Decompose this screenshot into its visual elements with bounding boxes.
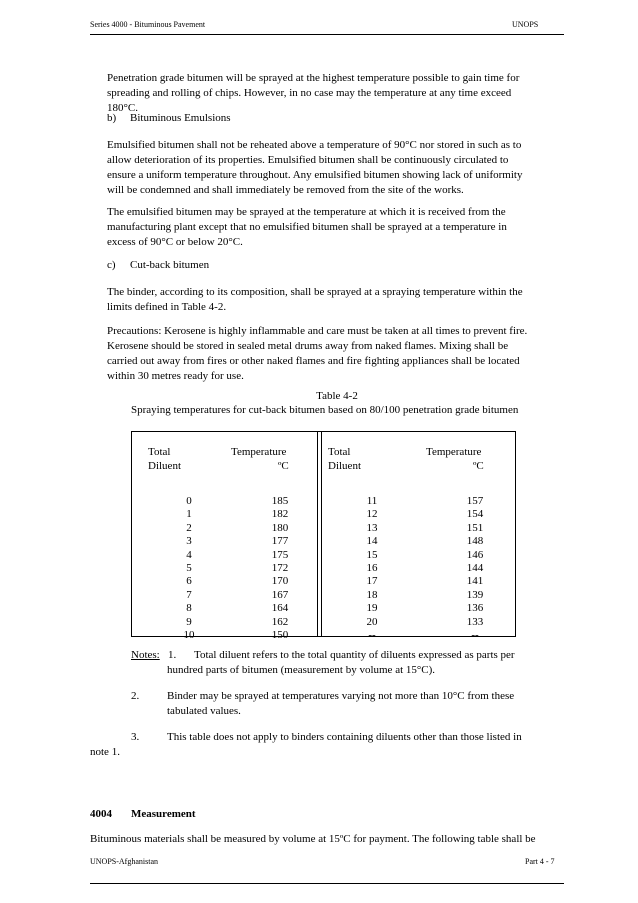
table-divider xyxy=(321,432,322,636)
text-line: allow deterioration of its properties. Emulsified bitumen shall be continuously circulated to xyxy=(107,154,509,166)
subheading-b-label: b) xyxy=(107,112,117,124)
text-line: carried out away from fires or other naked flames and fire fighting appliances shall be located xyxy=(107,355,520,367)
temperature-cell: 133 xyxy=(466,615,484,628)
diluent-cell: 10 xyxy=(183,629,195,642)
note-1-number: 1. xyxy=(168,649,177,661)
diluent-cell: 4 xyxy=(186,548,192,561)
section-number: 4004 xyxy=(90,808,112,820)
temperature-cell: 172 xyxy=(271,562,289,575)
temperature-cell: 164 xyxy=(271,602,289,615)
spraying-temperature-table xyxy=(131,431,516,642)
table-number: Table 4-2 xyxy=(316,390,358,402)
temperature-cell: 144 xyxy=(466,562,484,575)
diluent-cell: 14 xyxy=(366,535,378,548)
diluent-cell: 20 xyxy=(366,615,378,628)
text-line: The binder, according to its composition, shall be sprayed at a spraying temperature within the xyxy=(107,286,523,298)
temperature-cell: -- xyxy=(471,629,479,642)
diluent-column-a xyxy=(174,495,204,642)
header-unit-2: ºC xyxy=(473,460,484,472)
note-3-line-1: This table does not apply to binders containing diluents other than those listed in xyxy=(167,731,522,743)
temperature-cell: 167 xyxy=(271,588,289,601)
diluent-cell: 1 xyxy=(186,508,192,521)
temperature-cell: 175 xyxy=(271,548,289,561)
diluent-cell: 11 xyxy=(366,495,378,507)
text-line: 180°C. xyxy=(107,102,138,114)
note-2-line-2: tabulated values. xyxy=(167,705,241,717)
subheading-c-title: Cut-back bitumen xyxy=(130,259,210,271)
diluent-cell: 18 xyxy=(366,588,378,601)
text-line: limits defined in Table 4-2. xyxy=(107,301,227,313)
subheading-b-title: Bituminous Emulsions xyxy=(130,112,231,124)
diluent-cell: -- xyxy=(368,629,376,642)
temperature-cell: 136 xyxy=(466,602,484,615)
header-total-2: Total xyxy=(328,446,351,458)
note-2-number: 2. xyxy=(131,690,140,702)
text-line: The emulsified bitumen may be sprayed at the temperature at which it is received from the xyxy=(107,206,506,218)
header-title: Series 4000 - Bituminous Pavement xyxy=(90,20,206,29)
text-line: Precautions: Kerosene is highly inflammable and care must be taken at all times to prevent fire. xyxy=(107,325,528,337)
footer-rule xyxy=(90,883,564,884)
note-1-line-1: Total diluent refers to the total quantity of diluents expressed as parts per xyxy=(194,649,515,661)
notes-label: Notes: xyxy=(131,649,160,661)
text-line: Kerosene should be stored in sealed metal drums away from naked flames. Mixing shall be xyxy=(107,340,509,352)
paragraph-emulsion-spray xyxy=(107,205,562,250)
paragraph-emulsions xyxy=(107,138,562,198)
note-2-line-1: Binder may be sprayed at temperatures varying not more than 10°C from these xyxy=(167,690,515,702)
diluent-cell: 6 xyxy=(186,575,192,588)
text-line: ensure a uniform temperature throughout. Any emulsified bitumen showing lack of uniformity xyxy=(107,169,523,181)
temperature-cell: 148 xyxy=(466,535,484,548)
table-caption xyxy=(0,389,638,404)
temperature-cell: 182 xyxy=(271,508,289,521)
diluent-cell: 12 xyxy=(366,508,378,521)
temperature-cell: 177 xyxy=(271,535,289,548)
text-line: Penetration grade bitumen will be sprayed at the highest temperature possible to gain time for xyxy=(107,72,520,84)
temperature-cell: 185 xyxy=(271,495,289,507)
footer-page-number: Part 4 - 7 xyxy=(525,857,555,866)
header-diluent-1: Diluent xyxy=(148,460,181,472)
section-title: Measurement xyxy=(131,808,196,820)
diluent-cell: 7 xyxy=(186,588,192,601)
diluent-cell: 17 xyxy=(366,575,378,588)
diluent-cell: 15 xyxy=(366,548,378,561)
diluent-cell: 2 xyxy=(186,521,192,534)
diluent-cell: 9 xyxy=(186,615,192,628)
header-temperature-2: Temperature xyxy=(426,446,482,458)
temperature-cell: 141 xyxy=(466,575,484,588)
paragraph-penetration xyxy=(107,71,562,116)
diluent-cell: 0 xyxy=(186,495,192,507)
header-diluent-2: Diluent xyxy=(328,460,361,472)
diluent-cell: 5 xyxy=(186,562,192,575)
temperature-cell: 180 xyxy=(271,521,289,534)
temperature-cell: 162 xyxy=(271,615,289,628)
text-line: spreading and rolling of chips. However, in no case may the temperature at any time exceed xyxy=(107,87,512,99)
header-rule xyxy=(90,34,564,35)
text-line: will be condemned and shall immediately be removed from the site of the works. xyxy=(107,184,464,196)
header-org: UNOPS xyxy=(512,20,539,29)
diluent-cell: 19 xyxy=(366,602,378,615)
temperature-cell: 157 xyxy=(466,495,484,507)
temperature-cell: 139 xyxy=(466,588,484,601)
text-line: Emulsified bitumen shall not be reheated above a temperature of 90°C nor stored in such as to xyxy=(107,139,522,151)
temperature-column-b xyxy=(455,495,495,642)
note-3-number: 3. xyxy=(131,731,140,743)
diluent-cell: 3 xyxy=(186,535,192,548)
temperature-cell: 151 xyxy=(466,521,484,534)
temperature-cell: 146 xyxy=(466,548,484,561)
text-line: excess of 90°C or below 20°C. xyxy=(107,236,243,248)
temperature-column-a xyxy=(260,495,300,642)
paragraph-precautions xyxy=(107,324,562,384)
table-divider xyxy=(317,432,318,636)
table-subtitle: Spraying temperatures for cut-back bitumen based on 80/100 penetration grade bitumen xyxy=(131,404,519,416)
subheading-c-label: c) xyxy=(107,259,116,271)
text-line: manufacturing plant except that no emulsified bitumen shall be sprayed at a temperature in xyxy=(107,221,507,233)
header-total-1: Total xyxy=(148,446,171,458)
diluent-cell: 13 xyxy=(366,521,378,534)
diluent-cell: 16 xyxy=(366,562,378,575)
temperature-cell: 154 xyxy=(466,508,484,521)
footer-org: UNOPS-Afghanistan xyxy=(90,857,158,866)
header-unit-1: ºC xyxy=(278,460,289,472)
section-body: Bituminous materials shall be measured by volume at 15ºC for payment. The following table shall be xyxy=(90,833,536,845)
note-1-line-2: hundred parts of bitumen (measurement by volume at 15°C). xyxy=(167,664,436,676)
diluent-cell: 8 xyxy=(186,602,192,615)
diluent-column-b xyxy=(357,495,387,642)
note-3-line-2: note 1. xyxy=(90,746,120,758)
paragraph-cutback xyxy=(107,285,562,315)
temperature-cell: 150 xyxy=(271,629,289,642)
header-temperature-1: Temperature xyxy=(231,446,287,458)
text-line: within 30 metres ready for use. xyxy=(107,370,244,382)
temperature-cell: 170 xyxy=(271,575,289,588)
